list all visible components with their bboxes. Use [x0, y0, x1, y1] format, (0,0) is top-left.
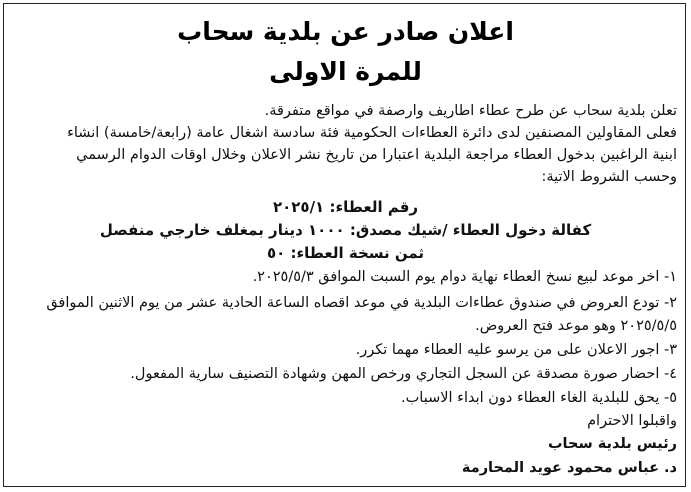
condition-1: ١- اخر موعد لبيع نسخ العطاء نهاية دوام يوم السبت الموافق ٢٠٢٥/٥/٣. — [252, 269, 677, 285]
tender-price: ثمن نسخة العطاء: ٥٠ — [266, 244, 425, 262]
tender-guarantee: كفالة دخول العطاء /شيك مصدق: ١٠٠٠ دينار بمغلف خارجي منفصل — [99, 221, 592, 239]
announcement-subtitle: للمرة الاولى — [269, 57, 422, 86]
signatory-title: رئيس بلدية سحاب — [547, 436, 677, 452]
condition-4: ٤- احضار صورة مصدقة عن السجل التجاري ورخص المهن وشهادة التصنيف سارية المفعول. — [130, 366, 677, 382]
intro-line-4: وحسب الشروط الاتية: — [541, 169, 677, 185]
announcement-title: اعلان صادر عن بلدية سحاب — [177, 17, 514, 46]
condition-2-line-2: ٢٠٢٥/٥/٥ وهو موعد فتح العروض. — [475, 318, 677, 334]
condition-2-line-1: ٢- تودع العروض في صندوق عطاءات البلدية في موعد اقصاه الساعة الحادية عشر من يوم الاثنين الموافق — [46, 295, 677, 311]
intro-line-3: ابنية الراغبين بدخول العطاء مراجعة البلدية اعتبارا من تاريخ نشر الاعلان وخلال اوقات الدوام الرسمي — [76, 147, 677, 163]
intro-line-1: تعلن بلدية سحاب عن طرح عطاء اطاريف وارصفة في مواقع متفرقة. — [264, 103, 677, 119]
signatory-name: د. عباس محمود عويد المحارمة — [461, 460, 677, 476]
condition-5: ٥- يحق للبلدية الغاء العطاء دون ابداء الاسباب. — [401, 390, 677, 406]
closing-line: واقبلوا الاحترام — [587, 413, 677, 429]
tender-number: رقم العطاء: ٢٠٢٥/١ — [272, 198, 419, 216]
condition-3: ٣- اجور الاعلان على من يرسو عليه العطاء مهما تكرر. — [355, 342, 677, 358]
intro-line-2: فعلى المقاولين المصنفين لدى دائرة العطاءات الحكومية فئة سادسة اشغال عامة (رابعة/خامسة) انشاء — [67, 125, 677, 141]
